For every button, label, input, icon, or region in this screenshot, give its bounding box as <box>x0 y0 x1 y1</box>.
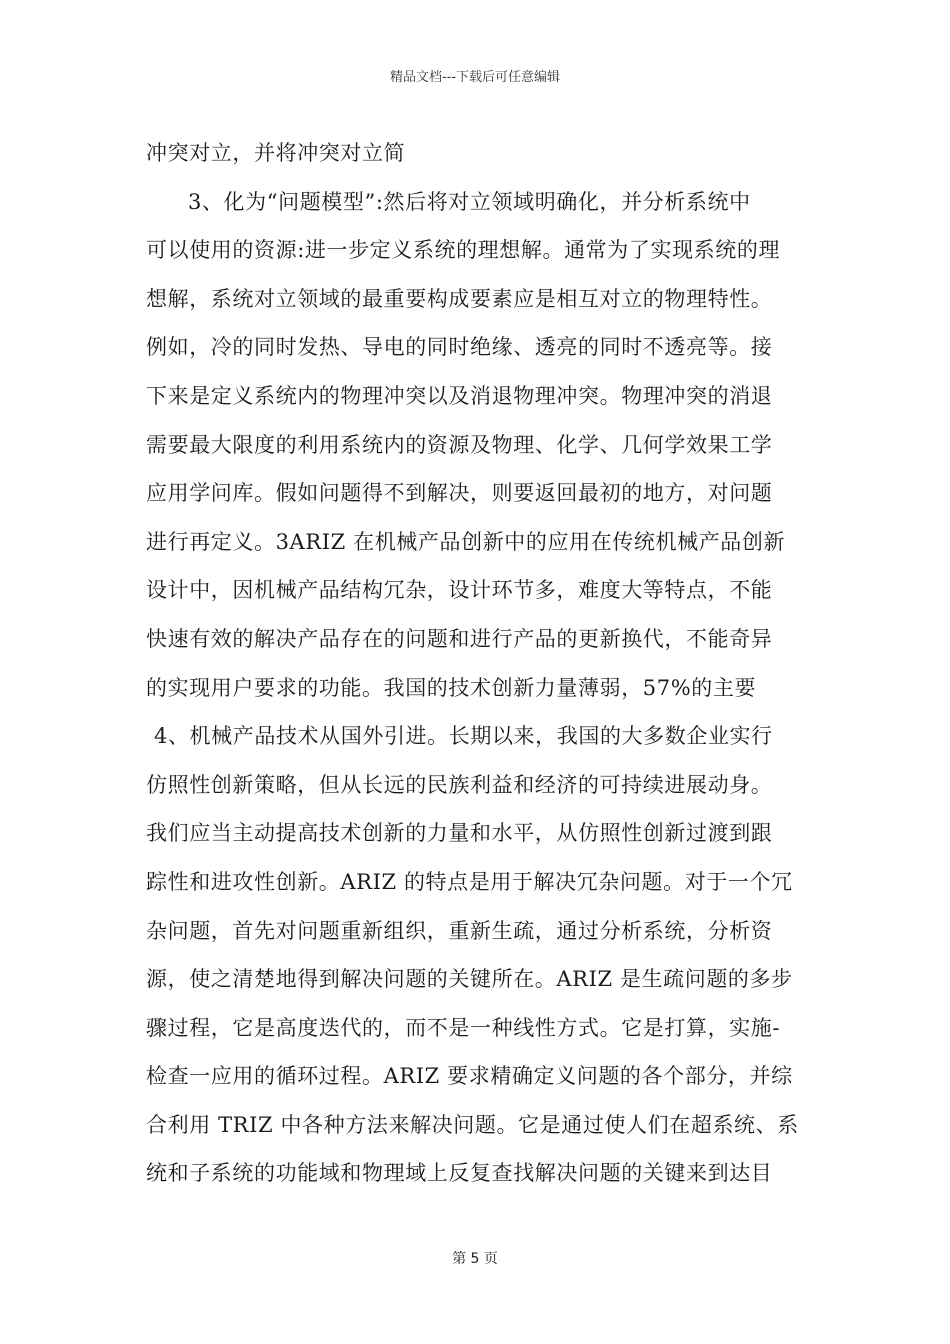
text-line: 快速有效的解决产品存在的问题和进行产品的更新换代，不能奇异 <box>146 626 773 651</box>
text-line: 进行再定义。3ARIZ 在机械产品创新中的应用在传统机械产品创新 <box>146 529 786 554</box>
text-line: 源，使之清楚地得到解决问题的关键所在。ARIZ 是生疏问题的多步 <box>146 967 793 992</box>
text-line: 踪性和进攻性创新。ARIZ 的特点是用于解决冗杂问题。对于一个冗 <box>146 869 793 894</box>
document-body <box>146 129 806 1198</box>
text-line: 3、化为“问题模型”:然后将对立领域明确化，并分析系统中 <box>188 189 751 214</box>
text-line: 可以使用的资源:进一步定义系统的理想解。通常为了实现系统的理 <box>146 238 781 263</box>
text-line: 设计中，因机械产品结构冗杂，设计环节多，难度大等特点，不能 <box>146 578 773 603</box>
text-line: 应用学问库。假如问题得不到解决，则要返回最初的地方，对问题 <box>146 481 773 506</box>
text-line: 杂问题，首先对问题重新组织，重新生疏，通过分析系统，分析资 <box>146 918 773 943</box>
text-line: 的实现用户要求的功能。我国的技术创新力量薄弱，57%的主要 <box>146 675 757 700</box>
text-line: 例如，冷的同时发热、导电的同时绝缘、透亮的同时不透亮等。接 <box>146 335 773 360</box>
text-line: 检查一应用的循环过程。ARIZ 要求精确定义问题的各个部分，并综 <box>146 1064 793 1089</box>
text-line: 合利用 TRIZ 中各种方法来解决问题。它是通过使人们在超系统、系 <box>146 1112 799 1137</box>
text-line: 需要最大限度的利用系统内的资源及物理、化学、几何学效果工学 <box>146 432 773 457</box>
text-line: 统和子系统的功能域和物理域上反复查找解决问题的关键来到达目 <box>146 1161 773 1186</box>
page-header: 精品文档---下载后可任意编辑 <box>389 70 561 85</box>
page-number: 第 5 页 <box>452 1251 498 1267</box>
text-line: 想解，系统对立领域的最重要构成要素应是相互对立的物理特性。 <box>146 286 773 311</box>
text-line: 我们应当主动提高技术创新的力量和水平，从仿照性创新过渡到跟 <box>146 821 773 846</box>
text-line: 骤过程，它是高度迭代的，而不是一种线性方式。它是打算，实施- <box>146 1015 781 1040</box>
text-line: 冲突对立，并将冲突对立简 <box>146 141 406 165</box>
text-line: 下来是定义系统内的物理冲突以及消退物理冲突。物理冲突的消退 <box>146 383 773 408</box>
text-line: 4、机械产品技术从国外引进。长期以来，我国的大多数企业实行 <box>154 724 773 749</box>
text-line: 仿照性创新策略，但从长远的民族利益和经济的可持续进展动身。 <box>146 772 773 797</box>
